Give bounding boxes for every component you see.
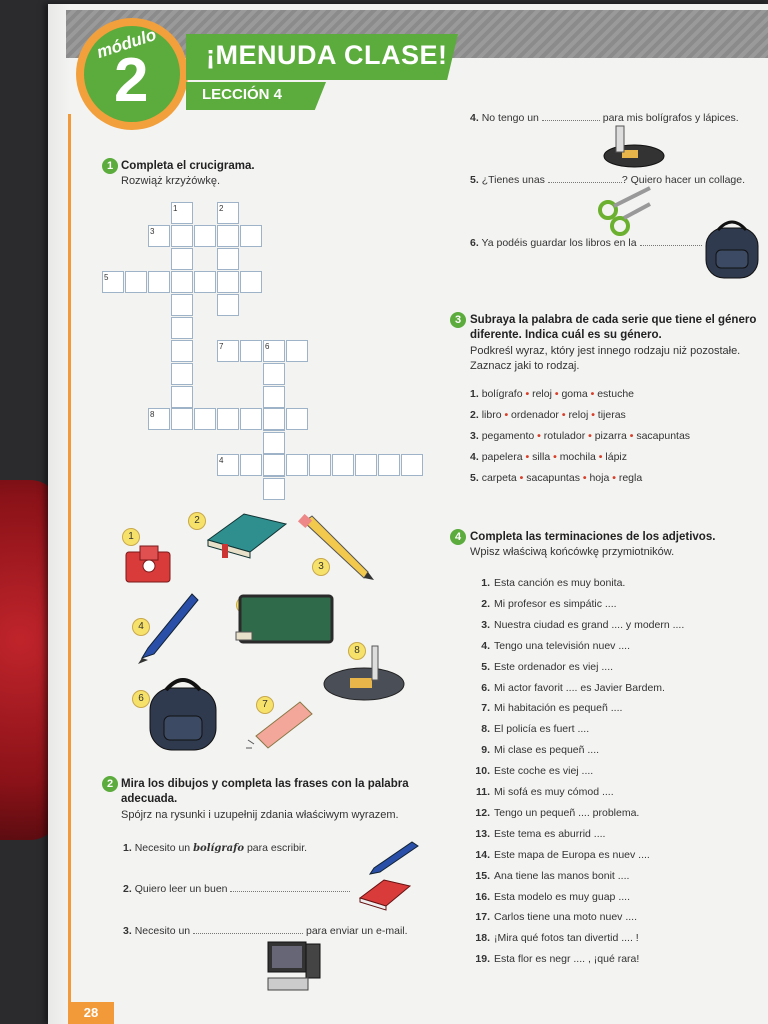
crossword-clue-number: 4 xyxy=(219,456,224,465)
module-number: 2 xyxy=(114,46,149,115)
exercise-4-item xyxy=(470,744,599,756)
item-text[interactable]: Tengo un pequeñ .... problema. xyxy=(494,806,640,819)
eraser-icon xyxy=(244,696,316,752)
exercise-3-subtitle-line: Zaznacz jaki to rodzaj. xyxy=(470,360,580,372)
exercise-4-item xyxy=(470,828,605,840)
exercise-4-number: 4 xyxy=(450,529,466,545)
word-option[interactable]: libro xyxy=(481,409,502,421)
item-text[interactable]: Este ordenador es viej .... xyxy=(494,660,614,673)
item-number: 1. xyxy=(481,577,490,589)
exercise-3-item xyxy=(470,472,642,484)
crossword-cell[interactable] xyxy=(378,454,400,476)
pencil-icon xyxy=(298,514,378,580)
crossword-cell[interactable] xyxy=(125,271,147,293)
exercise-2-subtitle: Spójrz na rysunki i uzupełnij zdania właściwym wyrazem. xyxy=(121,809,399,821)
exercise-3-title-line: diferente. Indica cuál es su género. xyxy=(470,329,662,341)
item-text: Quiero leer un buen xyxy=(134,883,228,895)
exercise-4-item xyxy=(470,953,639,965)
crossword-clue-number: 8 xyxy=(150,410,155,419)
crossword-cell[interactable] xyxy=(263,363,285,385)
bullet-separator: • xyxy=(501,409,512,421)
exercise-4-item xyxy=(470,849,650,861)
crossword-cell[interactable] xyxy=(286,408,308,430)
item-number: 14. xyxy=(475,848,490,861)
scissors-icon xyxy=(596,184,654,236)
crossword-cell[interactable] xyxy=(263,478,285,500)
exercise-2-item-6 xyxy=(470,237,702,249)
module-badge-inner xyxy=(84,26,180,122)
exercise-3-item xyxy=(470,409,626,421)
crossword-cell[interactable] xyxy=(401,454,423,476)
exercise-3-title xyxy=(470,313,756,343)
pen-icon xyxy=(134,586,204,664)
picture-label: 7 xyxy=(256,696,274,714)
item-number: 7. xyxy=(481,702,490,715)
exercise-4-title: Completa las terminaciones de los adjetivos. xyxy=(470,531,716,543)
crossword-cell[interactable] xyxy=(171,248,193,270)
exercise-1-number: 1 xyxy=(102,158,118,174)
backpack-icon xyxy=(702,216,762,282)
crossword-cell[interactable] xyxy=(263,454,285,476)
crossword-cell[interactable] xyxy=(171,386,193,408)
crossword-clue-number: 6 xyxy=(265,342,270,351)
answer-blank[interactable] xyxy=(230,891,350,892)
item-text: Necesito un xyxy=(134,842,191,854)
crossword-cell[interactable] xyxy=(240,454,262,476)
word-option[interactable]: pegamento xyxy=(481,430,535,442)
word-option[interactable]: rotulador xyxy=(543,430,586,442)
exercise-1-subtitle: Rozwiąż krzyżówkę. xyxy=(121,175,221,187)
item-number: 9. xyxy=(481,744,490,757)
crossword-cell[interactable] xyxy=(217,271,239,293)
crossword-cell[interactable] xyxy=(148,271,170,293)
crossword-cell[interactable] xyxy=(194,408,216,430)
exercise-4-item xyxy=(470,723,589,735)
exercise-3-subtitle-line: Podkreśl wyraz, który jest innego rodzaju niż pozostałe. xyxy=(470,345,741,357)
exercise-1-title: Completa el crucigrama. xyxy=(121,160,255,172)
crossword-cell[interactable] xyxy=(309,454,331,476)
item-text[interactable]: Mi clase es pequeñ .... xyxy=(494,744,600,757)
bullet-separator: • xyxy=(595,451,606,463)
exercise-2-title-line: Mira los dibujos y completa las frases con la palabra xyxy=(121,778,409,790)
exercise-4-item xyxy=(470,682,665,694)
word-option[interactable]: hoja xyxy=(589,472,610,484)
item-number: 6. xyxy=(470,237,479,249)
picture-label: 4 xyxy=(132,618,150,636)
word-option[interactable]: silla xyxy=(532,451,551,463)
crossword-cell[interactable] xyxy=(263,408,285,430)
word-option[interactable]: ordenador xyxy=(511,409,559,421)
item-text: ? Quiero hacer un collage. xyxy=(621,174,746,186)
item-number: 3. xyxy=(470,430,479,442)
bullet-separator: • xyxy=(522,451,533,463)
crossword-cell[interactable] xyxy=(217,294,239,316)
crossword-cell[interactable] xyxy=(194,225,216,247)
crossword-cell[interactable] xyxy=(171,408,193,430)
word-option[interactable]: bolígrafo xyxy=(481,388,523,400)
computer-icon xyxy=(262,938,324,996)
word-option[interactable]: sacapuntas xyxy=(636,430,691,442)
item-number: 18. xyxy=(475,932,490,945)
word-option[interactable]: lápiz xyxy=(605,451,627,463)
pen-icon xyxy=(366,836,422,878)
exercise-2-item-1 xyxy=(123,842,307,854)
sharpener-icon xyxy=(122,542,178,588)
exercise-4-item xyxy=(470,765,593,777)
crossword-cell[interactable] xyxy=(286,454,308,476)
bullet-separator: • xyxy=(550,451,560,463)
item-text[interactable]: El policía es fuert .... xyxy=(494,723,590,736)
answer-blank[interactable] xyxy=(542,120,600,121)
item-number: 5. xyxy=(481,660,490,673)
item-number: 3. xyxy=(123,925,132,937)
crossword-clue-number: 5 xyxy=(104,273,109,282)
item-text[interactable]: Este tema es aburrid .... xyxy=(494,827,606,840)
item-number: 17. xyxy=(475,911,490,924)
item-number: 13. xyxy=(475,827,490,840)
answer-blank[interactable] xyxy=(640,245,702,246)
exercise-3-item xyxy=(470,451,627,463)
item-number: 11. xyxy=(475,786,490,798)
bullet-separator: • xyxy=(587,388,598,400)
workbook-page xyxy=(48,4,768,1024)
crossword-clue-number: 1 xyxy=(173,204,178,213)
exercise-2-item-3 xyxy=(123,925,408,937)
crossword-clue-number: 3 xyxy=(150,227,155,236)
exercise-4-item xyxy=(470,640,630,652)
word-option[interactable]: sacapuntas xyxy=(526,472,580,484)
answer-blank[interactable] xyxy=(193,933,303,934)
item-text[interactable]: Ana tiene las manos bonit .... xyxy=(494,869,630,882)
crossword-cell[interactable] xyxy=(194,271,216,293)
exercise-4-item xyxy=(470,807,639,819)
bullet-separator: • xyxy=(551,388,562,400)
crossword-cell[interactable] xyxy=(217,248,239,270)
exercise-2-item-2 xyxy=(123,883,350,895)
answer-blank[interactable] xyxy=(548,182,622,183)
item-text[interactable]: Mi habitación es pequeñ .... xyxy=(494,702,623,715)
item-number: 5. xyxy=(470,174,479,186)
crossword-cell[interactable] xyxy=(171,294,193,316)
exercise-4-item xyxy=(470,661,613,673)
crossword-cell[interactable] xyxy=(355,454,377,476)
picture-label: 6 xyxy=(132,690,150,708)
item-number: 19. xyxy=(475,953,490,966)
item-number: 10. xyxy=(475,765,490,778)
crossword-cell[interactable] xyxy=(240,340,262,362)
crossword-cell[interactable] xyxy=(217,225,239,247)
item-text: para enviar un e-mail. xyxy=(305,925,408,937)
page-number: 28 xyxy=(68,1002,114,1024)
item-text: ¿Tienes unas xyxy=(481,174,545,186)
bullet-separator: • xyxy=(522,388,533,400)
item-text[interactable]: Esta modelo es muy guap .... xyxy=(494,890,630,903)
page-gutter xyxy=(48,4,70,1024)
exercise-4-item xyxy=(470,891,630,903)
chalkboard-icon xyxy=(234,592,336,648)
item-text[interactable]: Carlos tiene una moto nuev .... xyxy=(494,911,637,924)
exercise-4-item xyxy=(470,577,625,589)
word-option[interactable]: carpeta xyxy=(481,472,517,484)
pencil-case-icon xyxy=(602,122,668,170)
picture-label: 8 xyxy=(348,642,366,660)
crossword-cell[interactable] xyxy=(263,386,285,408)
item-number: 5. xyxy=(470,472,479,484)
word-option[interactable]: goma xyxy=(561,388,588,400)
item-text[interactable]: Tengo una televisión nuev .... xyxy=(494,639,631,652)
item-text: Necesito un xyxy=(134,925,191,937)
page-margin-line xyxy=(68,114,71,1024)
item-number: 1. xyxy=(470,388,479,400)
word-option[interactable]: mochila xyxy=(559,451,596,463)
crossword-cell[interactable] xyxy=(171,225,193,247)
bullet-separator: • xyxy=(516,472,527,484)
item-text: para mis bolígrafos y lápices. xyxy=(602,112,739,124)
word-option[interactable]: papelera xyxy=(481,451,523,463)
word-option[interactable]: reloj xyxy=(532,388,552,400)
word-option[interactable]: estuche xyxy=(597,388,634,400)
bullet-separator: • xyxy=(588,409,598,421)
item-number: 2. xyxy=(123,883,132,895)
item-number: 3. xyxy=(481,618,490,631)
item-text[interactable]: Esta canción es muy bonita. xyxy=(494,577,626,589)
item-text: para escribir. xyxy=(246,842,308,854)
word-option[interactable]: regla xyxy=(618,472,643,484)
crossword-cell[interactable] xyxy=(171,363,193,385)
exercise-3-item xyxy=(470,388,634,400)
book-icon xyxy=(204,510,290,560)
book-icon xyxy=(356,876,414,914)
item-number: 2. xyxy=(470,409,479,421)
item-number: 6. xyxy=(481,681,490,694)
exercise-2-number: 2 xyxy=(102,776,118,792)
item-text[interactable]: Este coche es viej .... xyxy=(494,765,594,778)
exercise-4-item xyxy=(470,598,617,610)
item-number: 12. xyxy=(475,806,490,819)
crossword-cell[interactable] xyxy=(286,340,308,362)
exercise-4-item xyxy=(470,786,614,798)
bullet-separator: • xyxy=(558,409,569,421)
exercise-2-title xyxy=(121,777,409,807)
exercise-4-item xyxy=(470,911,637,923)
crossword-cell[interactable] xyxy=(171,271,193,293)
item-text[interactable]: Esta flor es negr .... , ¡qué rara! xyxy=(494,953,640,966)
word-option[interactable]: tijeras xyxy=(597,409,626,421)
word-option[interactable]: reloj xyxy=(568,409,589,421)
exercise-4-item xyxy=(470,702,622,714)
item-text[interactable]: Nuestra ciudad es grand .... y modern .... xyxy=(494,618,685,631)
item-text[interactable]: Mi profesor es simpátic .... xyxy=(494,597,617,610)
picture-label: 3 xyxy=(312,558,330,576)
exercise-4-item xyxy=(470,932,639,944)
item-text: Ya podéis guardar los libros en la xyxy=(481,237,637,249)
bullet-separator: • xyxy=(609,472,619,484)
item-text: No tengo un xyxy=(481,112,539,124)
exercise-4-item xyxy=(470,870,629,882)
word-option[interactable]: pizarra xyxy=(594,430,627,442)
exercise-3-item xyxy=(470,430,690,442)
crossword-cell[interactable] xyxy=(332,454,354,476)
pencil-case-icon xyxy=(322,640,408,706)
crossword-cell[interactable] xyxy=(240,225,262,247)
page-title: ¡MENUDA CLASE! xyxy=(206,40,448,70)
crossword-clue-number: 2 xyxy=(219,204,224,213)
crossword-cell[interactable] xyxy=(240,271,262,293)
picture-label: 1 xyxy=(122,528,140,546)
exercise-4-subtitle: Wpisz właściwą końcówkę przymiotników. xyxy=(470,546,675,558)
crossword-cell[interactable] xyxy=(263,432,285,454)
item-number: 8. xyxy=(481,723,490,736)
item-number: 4. xyxy=(481,639,490,652)
exercise-2-title-line: adecuada. xyxy=(121,793,178,805)
module-word: módulo xyxy=(94,25,159,63)
bullet-separator: • xyxy=(585,430,595,442)
crossword-cell[interactable] xyxy=(171,317,193,339)
item-number: 4. xyxy=(470,451,479,463)
item-number: 16. xyxy=(475,890,490,903)
bullet-separator: • xyxy=(579,472,590,484)
item-number: 15. xyxy=(475,869,490,882)
crossword-cell[interactable] xyxy=(171,340,193,362)
item-number: 4. xyxy=(470,112,479,124)
bullet-separator: • xyxy=(534,430,544,442)
item-number: 2. xyxy=(481,597,490,610)
crossword-cell[interactable] xyxy=(217,408,239,430)
item-text[interactable]: Mi actor favorit .... es Javier Bardem. xyxy=(494,681,665,694)
exercise-3-number: 3 xyxy=(450,312,466,328)
exercise-4-item xyxy=(470,619,684,631)
exercise-3-title-line: Subraya la palabra de cada serie que tiene el género xyxy=(470,314,757,326)
item-text[interactable]: Este mapa de Europa es nuev .... xyxy=(494,848,650,861)
crossword-clue-number: 7 xyxy=(219,342,224,351)
item-text[interactable]: ¡Mira qué fotos tan divertid .... ! xyxy=(494,932,639,945)
lesson-label: LECCIÓN 4 xyxy=(202,86,283,103)
bullet-separator: • xyxy=(626,430,637,442)
exercise-3-subtitle xyxy=(470,344,740,374)
handwritten-answer: bolígrafo xyxy=(193,843,245,854)
picture-label: 2 xyxy=(188,512,206,530)
item-number: 1. xyxy=(123,842,132,854)
backpack-icon xyxy=(144,672,222,756)
item-text[interactable]: Mi sofá es muy cómod .... xyxy=(494,786,614,798)
crossword-cell[interactable] xyxy=(240,408,262,430)
